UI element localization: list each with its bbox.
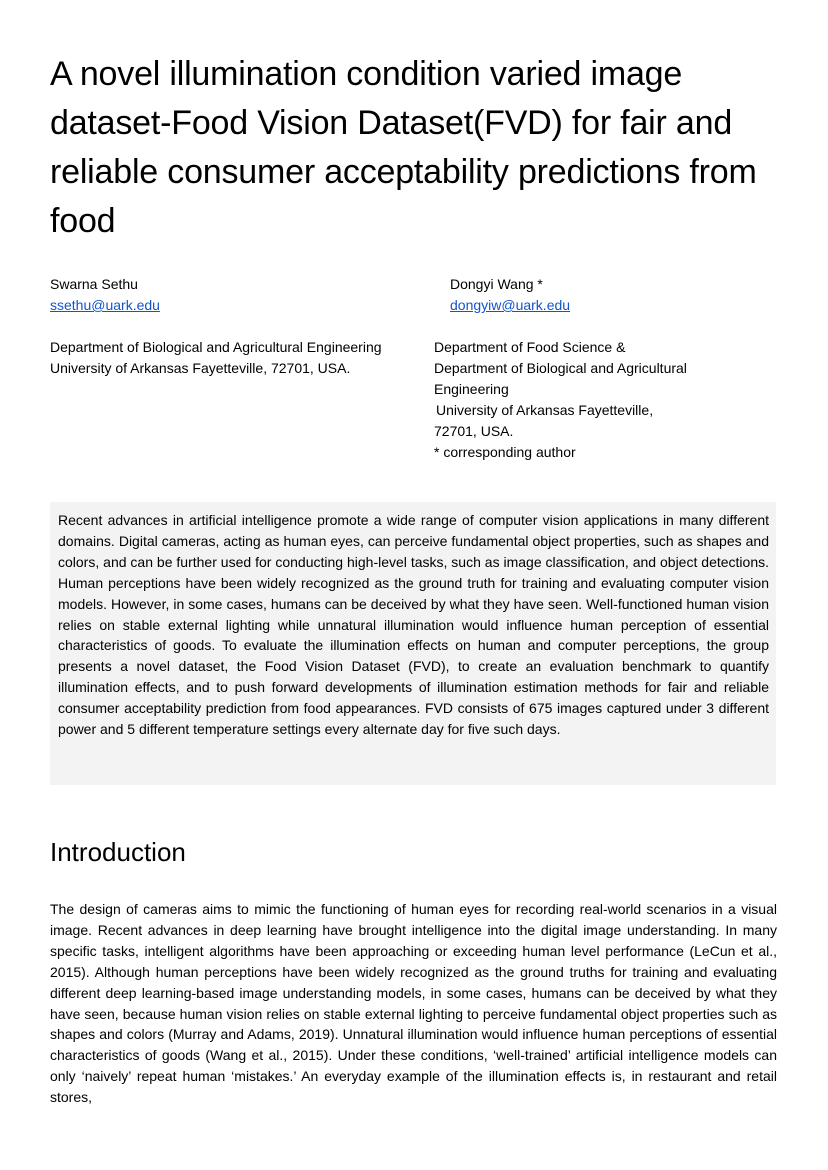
- affiliation-line: University of Arkansas Fayetteville,: [436, 402, 654, 418]
- paper-title: A novel illumination condition varied image dataset-Food Vision Dataset(FVD) for fair and reliable consumer acceptability predictions from food: [50, 55, 757, 240]
- affiliation-line: Department of Biological and Agricultural: [434, 360, 687, 376]
- author-email-link[interactable]: ssethu@uark.edu: [50, 297, 160, 313]
- affiliation-block-2: [434, 337, 794, 463]
- section-heading-introduction: Introduction: [50, 837, 186, 867]
- author-block-1: [50, 274, 430, 316]
- author-block-2: [450, 274, 810, 316]
- author-name: Swarna Sethu: [50, 276, 138, 292]
- affiliation-line: 72701, USA.: [434, 423, 514, 439]
- author-name: Dongyi Wang *: [450, 276, 543, 292]
- corresponding-author-note: * corresponding author: [434, 444, 576, 460]
- affiliation-line: Engineering: [434, 381, 509, 397]
- introduction-body: The design of cameras aims to mimic the functioning of human eyes for recording real-world scenarios in a visual image. Recent advances in deep learning have brought intelligence into the digital image understanding. In many specific tasks, intelligent algorithms have been approaching or exceeding human level performance (LeCun et al., 2015). Although human perceptions have been widely recognized as the ground truths for training and evaluating different deep learning-based image understanding models, in some cases, humans can be deceived by what they have seen, because human vision relies on stable external lighting to perceive fundamental object properties such as shapes and colors (Murray and Adams, 2019). Unnatural illumination would influence human perceptions of essential characteristics of goods (Wang et al., 2015). Under these conditions, ‘well-trained’ artificial intelligence models can only ‘naively’ repeat human ‘mistakes.’ An everyday example of the illumination effects is, in restaurant and retail stores,: [50, 901, 777, 1106]
- affiliation-line: University of Arkansas Fayetteville, 72701, USA.: [50, 360, 351, 376]
- abstract-box: [50, 502, 776, 785]
- affiliation-line: Department of Food Science &: [434, 339, 626, 355]
- abstract-text: Recent advances in artificial intelligence promote a wide range of computer vision applications in many different domains. Digital cameras, acting as human eyes, can perceive fundamental object properties, such as shapes and colors, and can be further used for conducting high-level tasks, such as image classification, and object detections. Human perceptions have been widely recognized as the ground truth for training and evaluating computer vision models. However, in some cases, humans can be deceived by what they have seen. Well-functioned human vision relies on stable external lighting while unnatural illumination would influence human perception of essential characteristics of goods. To evaluate the illumination effects on human and computer perceptions, the group presents a novel dataset, the Food Vision Dataset (FVD), to create an evaluation benchmark to quantify illumination effects, and to push forward developments of illumination estimation methods for fair and reliable consumer acceptability prediction from food appearances. FVD consists of 675 images captured under 3 different power and 5 different temperature settings every alternate day for five such days.: [58, 512, 769, 738]
- affiliation-block-1: [50, 337, 430, 379]
- author-email-link[interactable]: dongyiw@uark.edu: [450, 297, 571, 313]
- affiliation-line: Department of Biological and Agricultural Engineering: [50, 339, 382, 355]
